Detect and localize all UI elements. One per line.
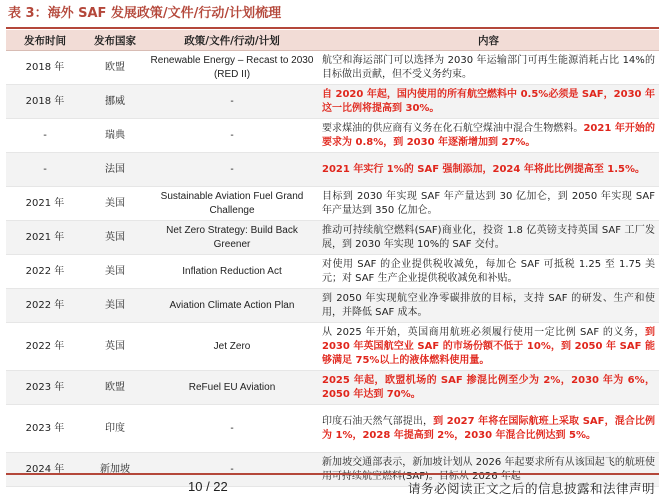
- table-body: [6, 51, 659, 487]
- content-text: 推动可持续航空燃料(SAF)商业化，投资 1.8 亿英镑支持英国 SAF 工厂发展，到 2030 年实现 10%的 SAF 交付。: [322, 224, 655, 250]
- cell-policy: -: [146, 153, 318, 187]
- header-country: 发布国家: [84, 30, 146, 51]
- caption-divider: [6, 27, 659, 29]
- cell-country: 美国: [84, 255, 146, 289]
- highlighted-text: 自 2020 年起，国内使用的所有航空燃料中 0.5%必须是 SAF，2030 年这一比例将提高到 30%。: [322, 88, 655, 114]
- cell-country: 美国: [84, 289, 146, 323]
- table-row: [6, 153, 659, 187]
- cell-policy: Sustainable Aviation Fuel Grand Challenge: [146, 187, 318, 221]
- content-text: 要求煤油的供应商有义务在化石航空煤油中混合生物燃料。: [322, 122, 584, 134]
- cell-country: 挪威: [84, 85, 146, 119]
- cell-policy: -: [146, 405, 318, 453]
- cell-country: 美国: [84, 187, 146, 221]
- cell-content: [318, 119, 659, 153]
- cell-country: 瑞典: [84, 119, 146, 153]
- header-year: 发布时间: [6, 30, 84, 51]
- cell-policy: -: [146, 453, 318, 487]
- cell-policy: Net Zero Strategy: Build Back Greener: [146, 221, 318, 255]
- table-row: [6, 119, 659, 153]
- cell-content: [318, 85, 659, 119]
- footer-divider: [6, 473, 659, 475]
- cell-policy: Renewable Energy – Recast to 2030 (RED II): [146, 51, 318, 85]
- content-text: 对使用 SAF 的企业提供税收减免，每加仑 SAF 可抵税 1.25 至 1.75 美元；对 SAF 生产企业提供税收减免和补贴。: [322, 258, 655, 284]
- cell-policy: -: [146, 119, 318, 153]
- cell-policy: ReFuel EU Aviation: [146, 371, 318, 405]
- content-text: 印度石油天然气部提出，: [322, 415, 434, 427]
- highlighted-text: 2025 年起，欧盟机场的 SAF 掺混比例至少为 2%，2030 年为 6%，2050 年达到 70%。: [322, 374, 655, 400]
- cell-year: 2022 年: [6, 289, 84, 323]
- cell-year: 2023 年: [6, 371, 84, 405]
- page-number: 10 / 22: [188, 479, 228, 494]
- cell-year: 2022 年: [6, 255, 84, 289]
- cell-year: -: [6, 119, 84, 153]
- cell-year: 2022 年: [6, 323, 84, 371]
- header-content: 内容: [318, 30, 659, 51]
- cell-year: 2024 年: [6, 453, 84, 487]
- table-row: [6, 51, 659, 85]
- table-row: [6, 289, 659, 323]
- cell-policy: Aviation Climate Action Plan: [146, 289, 318, 323]
- highlighted-text: 到 2030 年英国航空业 SAF 的市场份额不低于 10%，到 2050 年 SAF 能够满足 75%以上的液体燃料使用量。: [322, 326, 655, 366]
- content-text: 新加坡交通部表示，新加坡计划从 2026 年起要求所有从该国起飞的航班使用可持续航空燃料(SAF)。目标从 2026 年起: [322, 456, 655, 482]
- cell-content: [318, 153, 659, 187]
- cell-content: [318, 255, 659, 289]
- content-text: 目标到 2030 年实现 SAF 年产量达到 30 亿加仑，到 2050 年实现 SAF 年产量达到 350 亿加仑。: [322, 190, 655, 216]
- highlighted-text: 到 2027 年将在国际航班上采取 SAF，混合比例为 1%，2028 年提高到 2%，2030 年混合比例达到 5%。: [322, 415, 655, 441]
- cell-year: 2023 年: [6, 405, 84, 453]
- cell-country: 法国: [84, 153, 146, 187]
- cell-content: [318, 187, 659, 221]
- table-row: [6, 85, 659, 119]
- cell-year: 2018 年: [6, 51, 84, 85]
- cell-content: [318, 371, 659, 405]
- table-caption: 表 3：海外 SAF 发展政策/文件/行动/计划梳理: [8, 6, 282, 21]
- table-row: [6, 371, 659, 405]
- cell-country: 欧盟: [84, 371, 146, 405]
- cell-content: [318, 289, 659, 323]
- table-row: [6, 255, 659, 289]
- table-header-row: [6, 30, 659, 51]
- content-text: 到 2050 年实现航空业净零碳排放的目标，支持 SAF 的研发、生产和使用，并降低 SAF 成本。: [322, 292, 655, 318]
- cell-content: [318, 323, 659, 371]
- cell-country: 欧盟: [84, 51, 146, 85]
- cell-content: [318, 221, 659, 255]
- content-text: 从 2025 年开始，英国商用航班必须履行使用一定比例 SAF 的义务，: [322, 326, 645, 338]
- table-row: [6, 187, 659, 221]
- cell-year: 2021 年: [6, 187, 84, 221]
- cell-year: 2021 年: [6, 221, 84, 255]
- cell-country: 印度: [84, 405, 146, 453]
- cell-policy: Inflation Reduction Act: [146, 255, 318, 289]
- cell-content: [318, 405, 659, 453]
- cell-country: 新加坡: [84, 453, 146, 487]
- legal-disclaimer: 请务必阅读正文之后的信息披露和法律声明: [407, 481, 655, 496]
- cell-policy: Jet Zero: [146, 323, 318, 371]
- content-text: 航空和海运部门可以选择为 2030 年运输部门可再生能源消耗占比 14%的目标做出贡献，但不受义务约束。: [322, 54, 655, 80]
- table-row: [6, 405, 659, 453]
- cell-year: 2018 年: [6, 85, 84, 119]
- cell-country: 英国: [84, 221, 146, 255]
- cell-year: -: [6, 153, 84, 187]
- highlighted-text: 2021 年实行 1%的 SAF 强制添加，2024 年将此比例提高至 1.5%。: [322, 163, 646, 175]
- cell-policy: -: [146, 85, 318, 119]
- table-row: [6, 221, 659, 255]
- cell-content: [318, 51, 659, 85]
- highlighted-text: 2021 年开始的要求为 0.8%，到 2030 年逐渐增加到 27%。: [322, 122, 655, 148]
- header-policy: 政策/文件/行动/计划: [146, 30, 318, 51]
- cell-country: 英国: [84, 323, 146, 371]
- policy-table: [6, 30, 659, 487]
- table-row: [6, 323, 659, 371]
